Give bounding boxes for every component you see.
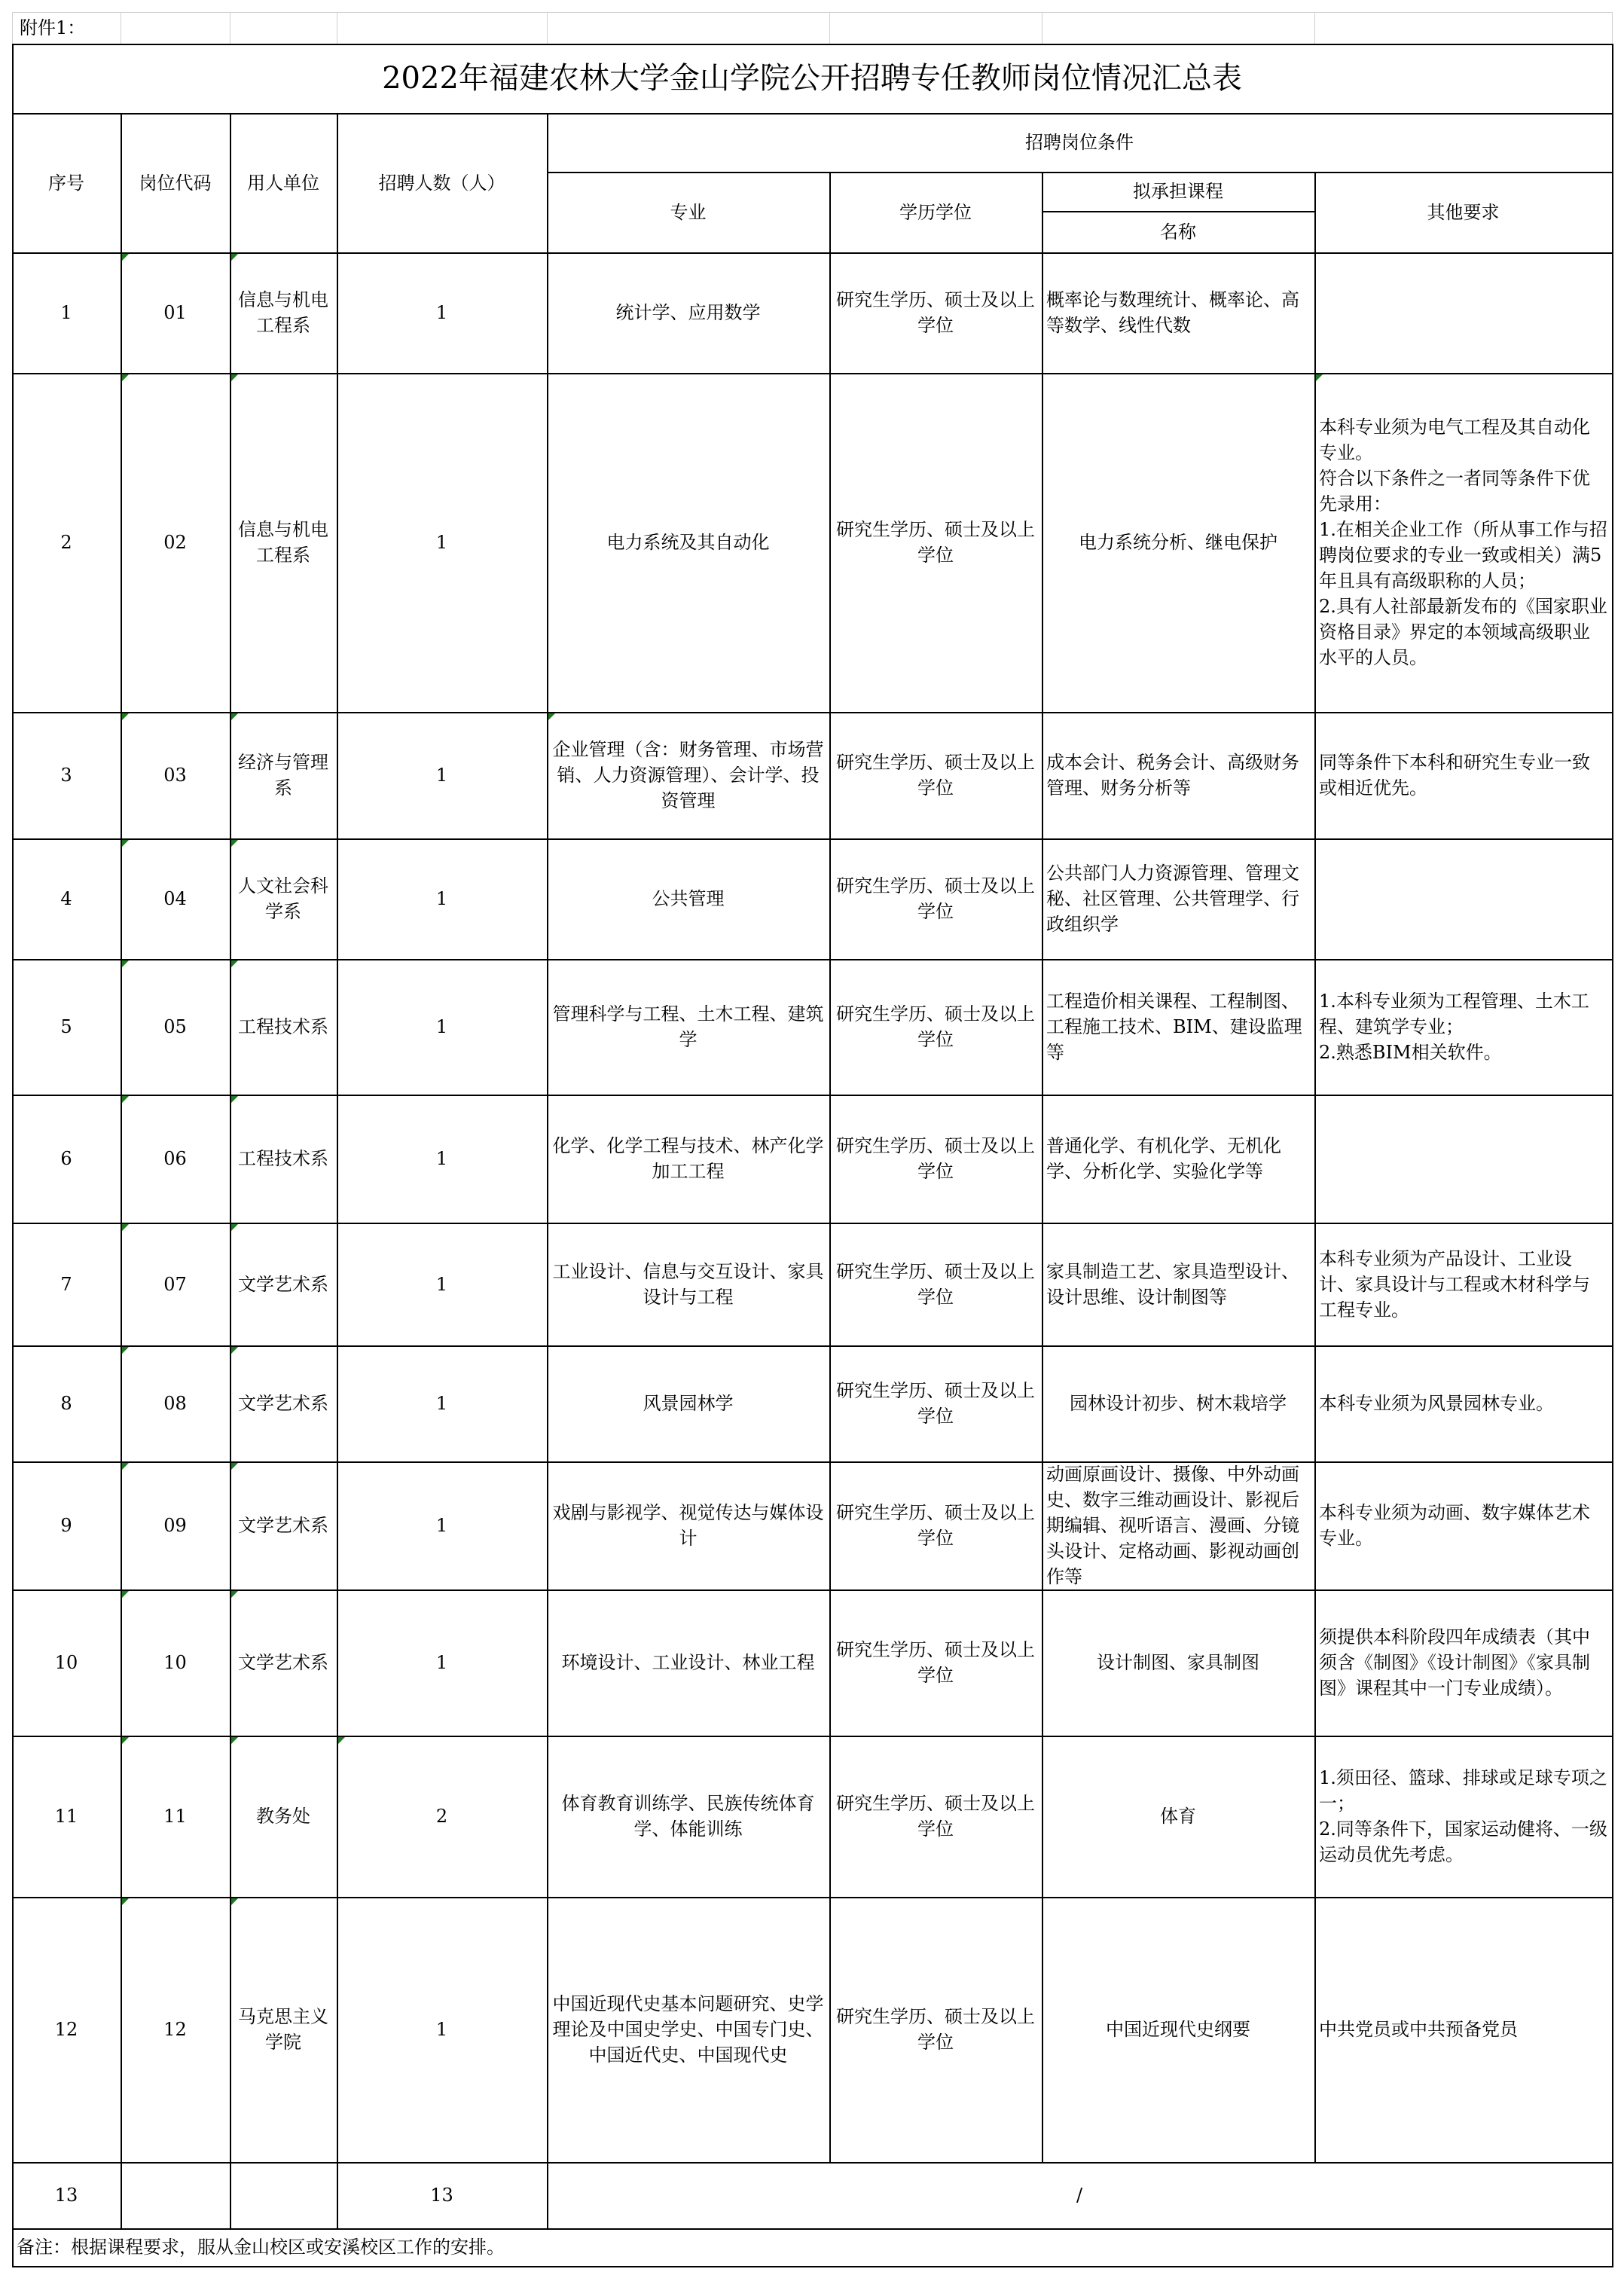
row-course: 概率论与数理统计、概率论、高等数学、线性代数	[1046, 289, 1299, 336]
row-degree: 研究生学历、硕士及以上学位	[836, 2006, 1035, 2053]
grid-line	[121, 113, 122, 2228]
grid-line	[12, 1461, 1612, 1463]
row-seq: 3	[60, 765, 72, 786]
row-other: 本科专业须为风景园林专业。	[1319, 1393, 1554, 1414]
row-major: 电力系统及其自动化	[606, 532, 770, 553]
cell-marker-icon	[122, 1737, 129, 1744]
row-count: 1	[435, 1016, 448, 1037]
row-course: 中国近现代史纲要	[1106, 2019, 1250, 2040]
row-count: 1	[435, 765, 448, 786]
grid-line	[12, 2266, 1612, 2267]
cell-marker-icon	[231, 1898, 238, 1905]
total-count: 13	[430, 2185, 453, 2206]
row-other	[1314, 1095, 1612, 1223]
grid-line	[12, 1345, 1612, 1347]
row-count: 1	[435, 1273, 448, 1295]
cell-marker-icon	[231, 1591, 238, 1598]
cell-marker-icon	[338, 1737, 345, 1744]
cell-marker-icon	[231, 840, 238, 847]
row-course: 设计制图、家具制图	[1097, 1652, 1259, 1673]
grid-line	[829, 12, 830, 44]
grid-line	[12, 12, 1612, 13]
grid-line	[547, 172, 1612, 173]
header-count: 招聘人数（人）	[378, 172, 505, 194]
grid-line	[1612, 44, 1613, 2267]
page-title: 2022年福建农林大学金山学院公开招聘专任教师岗位情况汇总表	[382, 61, 1242, 96]
grid-line	[12, 373, 1612, 374]
header-course-group: 拟承担课程	[1133, 181, 1223, 202]
row-major: 统计学、应用数学	[615, 302, 761, 323]
grid-line	[1042, 211, 1314, 212]
row-major: 风景园林学	[643, 1393, 734, 1414]
cell-marker-icon	[122, 1898, 129, 1905]
row-major: 化学、化学工程与技术、林产化学加工工程	[552, 1135, 824, 1182]
header-unit: 用人单位	[247, 172, 319, 194]
grid-line	[12, 1095, 1612, 1096]
row-code: 02	[163, 532, 187, 553]
row-other: 1.本科专业须为工程管理、土木工程、建筑学专业； 2.熟悉BIM相关软件。	[1319, 991, 1589, 1063]
row-course: 电力系统分析、继电保护	[1079, 532, 1278, 553]
cell-marker-icon	[231, 1463, 238, 1470]
grid-line	[337, 113, 338, 2228]
header-major: 专业	[670, 201, 707, 223]
row-count: 1	[435, 1652, 448, 1673]
row-unit: 文学艺术系	[238, 1652, 328, 1673]
row-degree: 研究生学历、硕士及以上学位	[836, 1380, 1035, 1427]
row-seq: 4	[60, 888, 72, 909]
row-degree: 研究生学历、硕士及以上学位	[836, 752, 1035, 799]
row-major: 企业管理（含：财务管理、市场营销、人力资源管理）、会计学、投资管理	[552, 739, 824, 811]
row-degree: 研究生学历、硕士及以上学位	[836, 1003, 1035, 1050]
row-seq: 12	[54, 2019, 78, 2040]
row-degree: 研究生学历、硕士及以上学位	[836, 519, 1035, 566]
row-code: 10	[163, 1652, 187, 1673]
grid-line	[1314, 172, 1316, 2162]
grid-line	[12, 1736, 1612, 1737]
grid-line	[12, 252, 1612, 254]
row-degree: 研究生学历、硕士及以上学位	[836, 875, 1035, 922]
cell-marker-icon	[231, 1096, 238, 1103]
row-unit: 人文社会科学系	[238, 875, 328, 922]
row-unit: 经济与管理系	[238, 752, 328, 799]
grid-line	[12, 44, 14, 2267]
grid-line	[1314, 12, 1315, 44]
row-unit: 信息与机电工程系	[238, 289, 328, 336]
grid-line	[12, 2228, 1612, 2230]
row-code: 12	[163, 2019, 187, 2040]
row-unit: 教务处	[256, 1806, 310, 1827]
row-unit: 工程技术系	[238, 1016, 328, 1037]
row-unit: 工程技术系	[238, 1148, 328, 1169]
row-other: 本科专业须为产品设计、工业设计、家具设计与工程或木材科学与工程专业。	[1319, 1247, 1590, 1321]
grid-line	[12, 838, 1612, 840]
grid-line	[12, 959, 1612, 960]
row-code: 06	[163, 1148, 187, 1169]
cell-marker-icon	[122, 1591, 129, 1598]
row-seq: 6	[60, 1148, 72, 1169]
row-other: 本科专业须为动画、数字媒体艺术专业。	[1319, 1502, 1590, 1549]
row-other	[1314, 252, 1612, 373]
row-code: 03	[163, 765, 187, 786]
row-code: 01	[163, 302, 187, 323]
cell-marker-icon	[122, 840, 129, 847]
row-course: 成本会计、税务会计、高级财务管理、财务分析等	[1046, 752, 1299, 799]
cell-marker-icon	[231, 374, 238, 381]
cell-marker-icon	[1316, 374, 1323, 381]
row-seq: 5	[60, 1016, 72, 1037]
grid-line	[230, 113, 231, 2228]
row-count: 1	[435, 2019, 448, 2040]
row-other: 中共党员或中共预备党员	[1319, 2019, 1518, 2040]
row-degree: 研究生学历、硕士及以上学位	[836, 1793, 1035, 1840]
header-course-name: 名称	[1160, 221, 1196, 243]
grid-line	[12, 1589, 1612, 1591]
row-seq: 10	[54, 1652, 78, 1673]
footnote: 备注：根据课程要求，服从金山校区或安溪校区工作的安排。	[17, 2237, 505, 2258]
row-count: 2	[435, 1806, 448, 1827]
cell-marker-icon	[231, 1224, 238, 1231]
row-seq: 2	[60, 532, 72, 553]
grid-line	[12, 2162, 1612, 2164]
cell-marker-icon	[231, 254, 238, 261]
row-count: 1	[435, 1148, 448, 1169]
header-conditions: 招聘岗位条件	[1025, 132, 1134, 153]
header-seq: 序号	[48, 172, 84, 194]
row-degree: 研究生学历、硕士及以上学位	[836, 289, 1035, 336]
row-unit: 信息与机电工程系	[238, 519, 328, 566]
row-code: 07	[163, 1273, 187, 1295]
row-code: 08	[163, 1393, 187, 1414]
row-unit: 文学艺术系	[238, 1393, 328, 1414]
row-major: 戏剧与影视学、视觉传达与媒体设计	[552, 1502, 824, 1549]
row-count: 1	[435, 302, 448, 323]
header-code: 岗位代码	[139, 172, 212, 194]
row-unit: 文学艺术系	[238, 1515, 328, 1536]
grid-line	[12, 712, 1612, 713]
grid-line	[12, 113, 1612, 115]
cell-marker-icon	[548, 713, 555, 720]
cell-marker-icon	[122, 960, 129, 967]
header-degree: 学历学位	[899, 201, 972, 223]
row-course: 普通化学、有机化学、无机化学、分析化学、实验化学等	[1046, 1135, 1281, 1182]
attachment-label: 附件1：	[20, 17, 86, 38]
grid-line	[547, 113, 548, 2228]
cell-marker-icon	[231, 1737, 238, 1744]
row-unit: 马克思主义学院	[238, 2006, 328, 2053]
row-major: 环境设计、工业设计、林业工程	[561, 1652, 815, 1673]
row-code: 05	[163, 1016, 187, 1037]
grid-line	[12, 1897, 1612, 1898]
row-count: 1	[435, 888, 448, 909]
row-seq: 8	[60, 1393, 72, 1414]
row-code: 09	[163, 1515, 187, 1536]
row-degree: 研究生学历、硕士及以上学位	[836, 1260, 1035, 1308]
grid-line	[12, 12, 13, 44]
cell-marker-icon	[122, 374, 129, 381]
row-course: 体育	[1160, 1806, 1196, 1827]
row-seq: 11	[54, 1806, 78, 1827]
cell-marker-icon	[231, 960, 238, 967]
row-unit: 文学艺术系	[238, 1273, 328, 1295]
row-count: 1	[435, 1515, 448, 1536]
grid-line	[12, 44, 1612, 45]
row-major: 体育教育训练学、民族传统体育学、体能训练	[561, 1793, 815, 1840]
row-other: 同等条件下本科和研究生专业一致或相近优先。	[1319, 752, 1590, 799]
cell-marker-icon	[231, 713, 238, 720]
row-degree: 研究生学历、硕士及以上学位	[836, 1639, 1035, 1686]
row-degree: 研究生学历、硕士及以上学位	[836, 1502, 1035, 1549]
cell-marker-icon	[122, 1463, 129, 1470]
cell-marker-icon	[122, 254, 129, 261]
row-seq: 7	[60, 1273, 72, 1295]
row-major: 中国近现代史基本问题研究、史学理论及中国史学史、中国专门史、中国近代史、中国现代史	[552, 1993, 824, 2066]
cell-marker-icon	[122, 1224, 129, 1231]
total-seq: 13	[54, 2185, 78, 2206]
row-count: 1	[435, 532, 448, 553]
grid-line	[1042, 172, 1043, 2162]
row-major: 工业设计、信息与交互设计、家具设计与工程	[552, 1260, 824, 1308]
cell-marker-icon	[231, 1347, 238, 1354]
header-other: 其他要求	[1427, 201, 1500, 223]
row-code: 04	[163, 888, 187, 909]
row-course: 家具制造工艺、家具造型设计、设计思维、设计制图等	[1046, 1260, 1299, 1308]
row-major: 公共管理	[652, 888, 725, 909]
row-course: 工程造价相关课程、工程制图、工程施工技术、BIM、建设监理等	[1046, 991, 1302, 1063]
total-slash: /	[1076, 2185, 1083, 2206]
grid-line	[547, 12, 548, 44]
row-course: 园林设计初步、树木栽培学	[1070, 1393, 1287, 1414]
cell-marker-icon	[122, 1347, 129, 1354]
row-other: 1.须田径、篮球、排球或足球专项之一； 2.同等条件下，国家运动健将、一级运动员优先考虑。	[1319, 1767, 1607, 1865]
cell-marker-icon	[122, 713, 129, 720]
grid-line	[829, 172, 831, 2162]
row-other: 须提供本科阶段四年成绩表（其中须含《制图》《设计制图》《家具制图》课程其中一门专业成绩）。	[1319, 1626, 1590, 1699]
grid-line	[1612, 12, 1613, 44]
row-seq: 1	[60, 302, 72, 323]
grid-line	[12, 1223, 1612, 1224]
row-code: 11	[163, 1806, 187, 1827]
row-course: 动画原画设计、摄像、中外动画史、数字三维动画设计、影视后期编辑、视听语言、漫画、分镜头设计、定格动画、影视动画创作等	[1046, 1464, 1299, 1587]
row-course: 公共部门人力资源管理、管理文秘、社区管理、公共管理学、行政组织学	[1046, 863, 1299, 935]
row-other: 本科专业须为电气工程及其自动化专业。 符合以下条件之一者同等条件下优先录用： 1.在相关企业工作（所从事工作与招聘岗位要求的专业一致或相关）满5年且具有高级职称的人员； 2.具有人社部最新发布的《国家职业资格目录》界定的本领域高级职业水平的人员。	[1319, 417, 1607, 668]
cell-marker-icon	[122, 1096, 129, 1103]
row-major: 管理科学与工程、土木工程、建筑学	[552, 1003, 824, 1050]
row-seq: 9	[60, 1515, 72, 1536]
row-other	[1314, 838, 1612, 959]
row-degree: 研究生学历、硕士及以上学位	[836, 1135, 1035, 1182]
row-count: 1	[435, 1393, 448, 1414]
